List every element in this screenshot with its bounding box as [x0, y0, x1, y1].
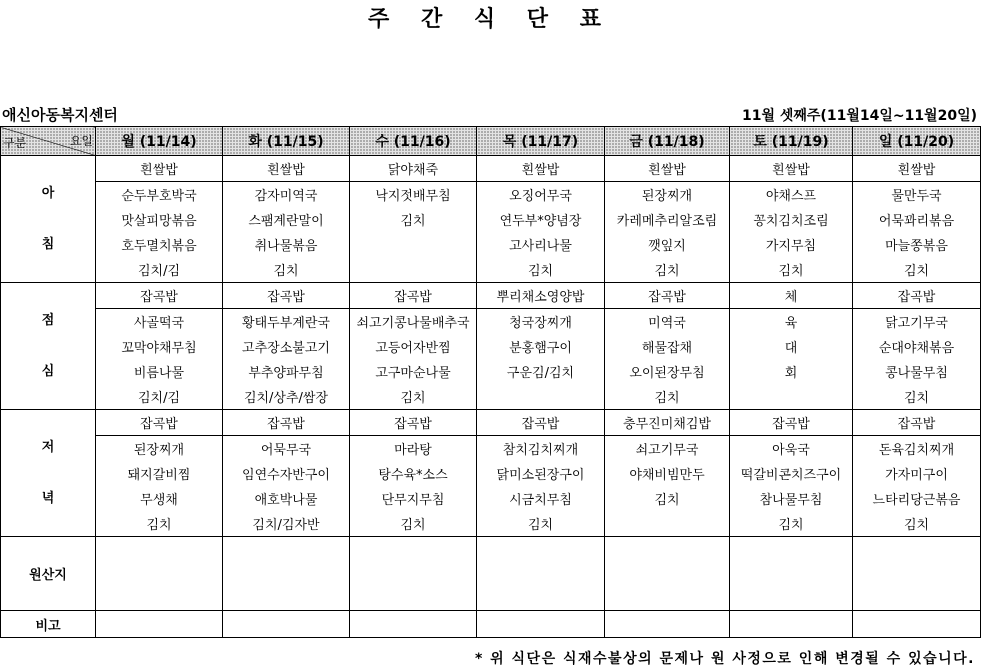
menu-item: 가자미구이: [853, 461, 981, 486]
day-header-mon: 월 (11/14): [96, 127, 223, 156]
day-header-sun: 일 (11/20): [853, 127, 981, 156]
corner-header: [1, 127, 96, 156]
menu-item: 육: [730, 309, 853, 335]
day-header-fri: 금 (11/18): [605, 127, 730, 156]
menu-item: 대: [730, 334, 853, 359]
menu-item: 흰쌀밥: [730, 156, 853, 182]
remarks-cell: [730, 611, 853, 638]
menu-item: 카레메추리알조림: [605, 207, 730, 232]
menu-item: 김치/김: [96, 257, 223, 283]
menu-item: 잡곡밥: [853, 283, 981, 309]
day-header-tue: 화 (11/15): [223, 127, 350, 156]
meal-label: [1, 283, 96, 410]
menu-item: 야채비빔만두: [605, 461, 730, 486]
menu-item: 황태두부계란국: [223, 309, 350, 335]
meal-row: [1, 309, 981, 335]
menu-item: 잡곡밥: [853, 410, 981, 436]
menu-item: 마늘쫑볶음: [853, 232, 981, 257]
org-name: 애신아동복지센터: [2, 106, 118, 124]
menu-item: 참치김치찌개: [477, 436, 605, 462]
menu-item: [730, 384, 853, 410]
menu-item: 흰쌀밥: [223, 156, 350, 182]
menu-item: 맛살피망볶음: [96, 207, 223, 232]
day-header-thu: 목 (11/17): [477, 127, 605, 156]
meal-row: [1, 384, 981, 410]
menu-item: 스팸계란말이: [223, 207, 350, 232]
menu-item: 해물잡채: [605, 334, 730, 359]
menu-item: 김치/김: [96, 384, 223, 410]
menu-item: 무생채: [96, 486, 223, 511]
remarks-label: 비고: [1, 611, 96, 638]
menu-item: 돼지갈비찜: [96, 461, 223, 486]
meal-row: [1, 334, 981, 359]
meal-row: [1, 232, 981, 257]
menu-item: 흰쌀밥: [853, 156, 981, 182]
menu-item: 콩나물무침: [853, 359, 981, 384]
day-header-wed: 수 (11/16): [350, 127, 477, 156]
menu-item: 흰쌀밥: [477, 156, 605, 182]
menu-item: 느타리당근볶음: [853, 486, 981, 511]
meal-label-top: 아: [41, 186, 55, 201]
menu-item: 김치: [350, 511, 477, 537]
menu-item: 김치: [730, 511, 853, 537]
menu-item: 잡곡밥: [730, 410, 853, 436]
week-label: 11월 셋째주(11월14일~11월20일): [741, 108, 977, 124]
origin-row: [1, 537, 981, 611]
menu-item: 김치: [350, 207, 477, 232]
remarks-cell: [477, 611, 605, 638]
menu-item: 잡곡밥: [223, 283, 350, 309]
origin-cell: [853, 537, 981, 611]
menu-item: 된장찌개: [605, 182, 730, 208]
menu-item: 잡곡밥: [96, 283, 223, 309]
menu-item: 가지무침: [730, 232, 853, 257]
menu-item: [605, 511, 730, 537]
meal-row: [1, 436, 981, 462]
meal-row: [1, 511, 981, 537]
meal-row: [1, 182, 981, 208]
remarks-cell: [350, 611, 477, 638]
menu-item: 돈육김치찌개: [853, 436, 981, 462]
header-row: [1, 127, 981, 156]
menu-item: 쇠고기무국: [605, 436, 730, 462]
meal-row: [1, 359, 981, 384]
page-title: 주 간 식 단 표: [368, 7, 613, 32]
menu-item: 구운김/김치: [477, 359, 605, 384]
menu-item: 떡갈비콘치즈구이: [730, 461, 853, 486]
menu-item: 잡곡밥: [223, 410, 350, 436]
menu-item: 부추양파무침: [223, 359, 350, 384]
menu-item: 미역국: [605, 309, 730, 335]
remarks-row: [1, 611, 981, 638]
menu-item: 잡곡밥: [477, 410, 605, 436]
menu-item: 탕수육*소스: [350, 461, 477, 486]
origin-cell: [350, 537, 477, 611]
footnote: * 위 식단은 식재수불상의 문제나 원 사정으로 인해 변경될 수 있습니다.: [474, 651, 975, 667]
menu-item: 김치: [605, 384, 730, 410]
meal-row: [1, 486, 981, 511]
menu-item: 고추장소불고기: [223, 334, 350, 359]
menu-item: 김치: [96, 511, 223, 537]
origin-cell: [96, 537, 223, 611]
menu-item: 닭야채죽: [350, 156, 477, 182]
menu-item: 비름나물: [96, 359, 223, 384]
menu-item: 잡곡밥: [350, 283, 477, 309]
menu-item: 잡곡밥: [96, 410, 223, 436]
origin-cell: [730, 537, 853, 611]
menu-item: 김치: [350, 384, 477, 410]
menu-item: 뿌리채소영양밥: [477, 283, 605, 309]
remarks-cell: [223, 611, 350, 638]
meal-row: [1, 283, 981, 309]
menu-item: 고사리나물: [477, 232, 605, 257]
menu-item: 흰쌀밥: [96, 156, 223, 182]
menu-item: 된장찌개: [96, 436, 223, 462]
corner-top-label: 요일: [69, 134, 93, 148]
remarks-cell: [853, 611, 981, 638]
menu-item: 닭고기무국: [853, 309, 981, 335]
menu-item: 꽁치김치조림: [730, 207, 853, 232]
menu-item: 아욱국: [730, 436, 853, 462]
menu-item: [350, 257, 477, 283]
menu-item: 임연수자반구이: [223, 461, 350, 486]
remarks-cell: [96, 611, 223, 638]
menu-item: 오이된장무침: [605, 359, 730, 384]
corner-bottom-label: 구분: [3, 136, 27, 150]
menu-item: 김치: [853, 511, 981, 537]
day-header-sat: 토 (11/19): [730, 127, 853, 156]
menu-item: 참나물무침: [730, 486, 853, 511]
menu-table: [0, 126, 981, 638]
menu-item: 마라탕: [350, 436, 477, 462]
origin-label: 원산지: [1, 537, 96, 611]
menu-item: 깻잎지: [605, 232, 730, 257]
menu-item: 사골떡국: [96, 309, 223, 335]
meal-label-bottom: 녁: [41, 491, 55, 506]
menu-item: 잡곡밥: [350, 410, 477, 436]
menu-item: 김치/김자반: [223, 511, 350, 537]
menu-item: 김치: [477, 257, 605, 283]
menu-item: 잡곡밥: [605, 283, 730, 309]
meal-label-bottom: 침: [41, 237, 55, 252]
menu-item: 낙지젓배무침: [350, 182, 477, 208]
menu-item: [350, 232, 477, 257]
menu-item: 물만두국: [853, 182, 981, 208]
menu-item: 고구마순나물: [350, 359, 477, 384]
menu-item: 오징어무국: [477, 182, 605, 208]
menu-item: 분홍햄구이: [477, 334, 605, 359]
meal-label: [1, 410, 96, 537]
meal-row: [1, 257, 981, 283]
meal-row: [1, 461, 981, 486]
menu-item: 김치: [605, 486, 730, 511]
menu-item: 충무진미채김밥: [605, 410, 730, 436]
menu-item: 김치: [853, 384, 981, 410]
menu-item: 연두부*양념장: [477, 207, 605, 232]
origin-cell: [223, 537, 350, 611]
menu-item: 체: [730, 283, 853, 309]
menu-item: 꼬막야채무침: [96, 334, 223, 359]
menu-item: 쇠고기콩나물배추국: [350, 309, 477, 335]
menu-item: 어묵무국: [223, 436, 350, 462]
meal-label-bottom: 심: [41, 364, 55, 379]
menu-item: 단무지무침: [350, 486, 477, 511]
menu-item: 김치: [223, 257, 350, 283]
menu-item: 김치: [853, 257, 981, 283]
meal-label-top: 점: [41, 313, 55, 328]
menu-item: 순대야채볶음: [853, 334, 981, 359]
menu-body: [1, 156, 981, 638]
menu-item: [477, 384, 605, 410]
menu-item: 감자미역국: [223, 182, 350, 208]
menu-item: 시금치무침: [477, 486, 605, 511]
menu-item: 취나물볶음: [223, 232, 350, 257]
meal-label: [1, 156, 96, 283]
remarks-cell: [605, 611, 730, 638]
menu-item: 고등어자반찜: [350, 334, 477, 359]
menu-item: 흰쌀밥: [605, 156, 730, 182]
origin-cell: [605, 537, 730, 611]
menu-item: 김치: [605, 257, 730, 283]
menu-item: 김치/상추/쌈장: [223, 384, 350, 410]
meal-row: [1, 410, 981, 436]
menu-item: 회: [730, 359, 853, 384]
meal-row: [1, 156, 981, 182]
menu-item: 호두멸치볶음: [96, 232, 223, 257]
meal-row: [1, 207, 981, 232]
menu-item: 어묵꽈리볶음: [853, 207, 981, 232]
menu-item: 김치: [477, 511, 605, 537]
menu-item: 김치: [730, 257, 853, 283]
menu-item: 닭미소된장구이: [477, 461, 605, 486]
meal-label-top: 저: [41, 440, 55, 455]
origin-cell: [477, 537, 605, 611]
menu-item: 야채스프: [730, 182, 853, 208]
menu-item: 순두부호박국: [96, 182, 223, 208]
menu-item: 애호박나물: [223, 486, 350, 511]
menu-item: 청국장찌개: [477, 309, 605, 335]
